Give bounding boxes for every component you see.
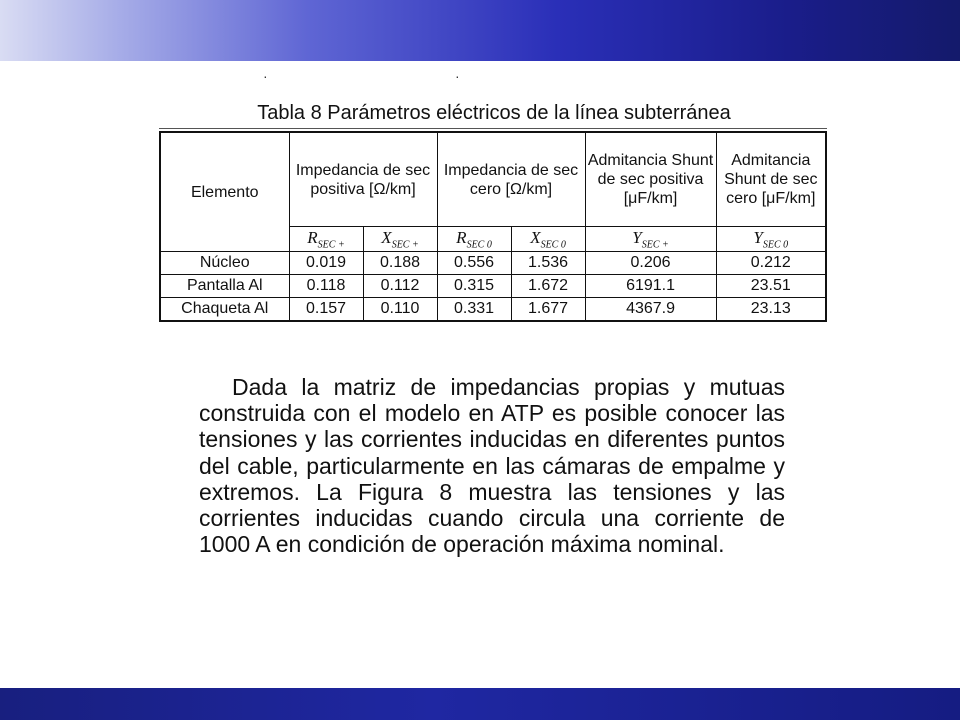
table-row bbox=[160, 275, 826, 298]
table-cell: 0.315 bbox=[437, 275, 511, 298]
table-row bbox=[160, 252, 826, 275]
header-elemento: Elemento bbox=[160, 132, 289, 252]
stray-mark: · bbox=[263, 68, 268, 84]
subheader-r-sec-0: $R_{SEC 0}$ bbox=[437, 227, 511, 252]
table-row bbox=[160, 298, 826, 322]
table-cell: 0.157 bbox=[289, 298, 363, 322]
table-cell: 0.331 bbox=[437, 298, 511, 322]
subheader-x-sec-pos: $X_{SEC +}$ bbox=[363, 227, 437, 252]
header-admitancia-positiva: Admitancia Shunt de sec positiva [μF/km] bbox=[585, 132, 716, 227]
subheader-r-sec-pos: $R_{SEC +}$ bbox=[289, 227, 363, 252]
table-cell: 0.188 bbox=[363, 252, 437, 275]
subheader-x-sec-0: $X_{SEC 0}$ bbox=[511, 227, 585, 252]
table-cell: 6191.1 bbox=[585, 275, 716, 298]
header-admitancia-cero: Admitancia Shunt de sec cero [μF/km] bbox=[716, 132, 826, 227]
table-cell: 23.13 bbox=[716, 298, 826, 322]
header-impedancia-positiva: Impedancia de sec positiva [Ω/km] bbox=[289, 132, 437, 227]
table-cell: 0.112 bbox=[363, 275, 437, 298]
row-label: Pantalla Al bbox=[160, 275, 289, 298]
subheader-y-sec-pos: $Y_{SEC +}$ bbox=[585, 227, 716, 252]
table-cell: 0.206 bbox=[585, 252, 716, 275]
table-cell: 1.672 bbox=[511, 275, 585, 298]
subheader-y-sec-0: $Y_{SEC 0}$ bbox=[716, 227, 826, 252]
header-band bbox=[0, 0, 960, 61]
stray-mark: · bbox=[455, 68, 460, 84]
table-cell: 0.118 bbox=[289, 275, 363, 298]
row-label: Chaqueta Al bbox=[160, 298, 289, 322]
table-cell: 0.556 bbox=[437, 252, 511, 275]
table-container bbox=[159, 128, 827, 322]
footer-band bbox=[0, 688, 960, 720]
table-cell: 4367.9 bbox=[585, 298, 716, 322]
header-impedancia-cero: Impedancia de sec cero [Ω/km] bbox=[437, 132, 585, 227]
table-cell: 1.677 bbox=[511, 298, 585, 322]
body-paragraph: Dada la matriz de impedancias propias y mutuas construida con el modelo en ATP es posible conocer las tensiones y las corrientes inducidas en diferentes puntos del cable, particularmente en las cámaras de empalme y extremos. La Figura 8 muestra las tensiones y las corrientes inducidas cuando circula una corriente de 1000 A en condición de operación máxima nominal. bbox=[199, 374, 785, 558]
row-label: Núcleo bbox=[160, 252, 289, 275]
table-cell: 1.536 bbox=[511, 252, 585, 275]
table-cell: 0.212 bbox=[716, 252, 826, 275]
table-cell: 0.019 bbox=[289, 252, 363, 275]
table-title: Tabla 8 Parámetros eléctricos de la línea subterránea bbox=[257, 102, 731, 124]
table-cell: 23.51 bbox=[716, 275, 826, 298]
table-cell: 0.110 bbox=[363, 298, 437, 322]
parameters-table bbox=[159, 131, 827, 322]
